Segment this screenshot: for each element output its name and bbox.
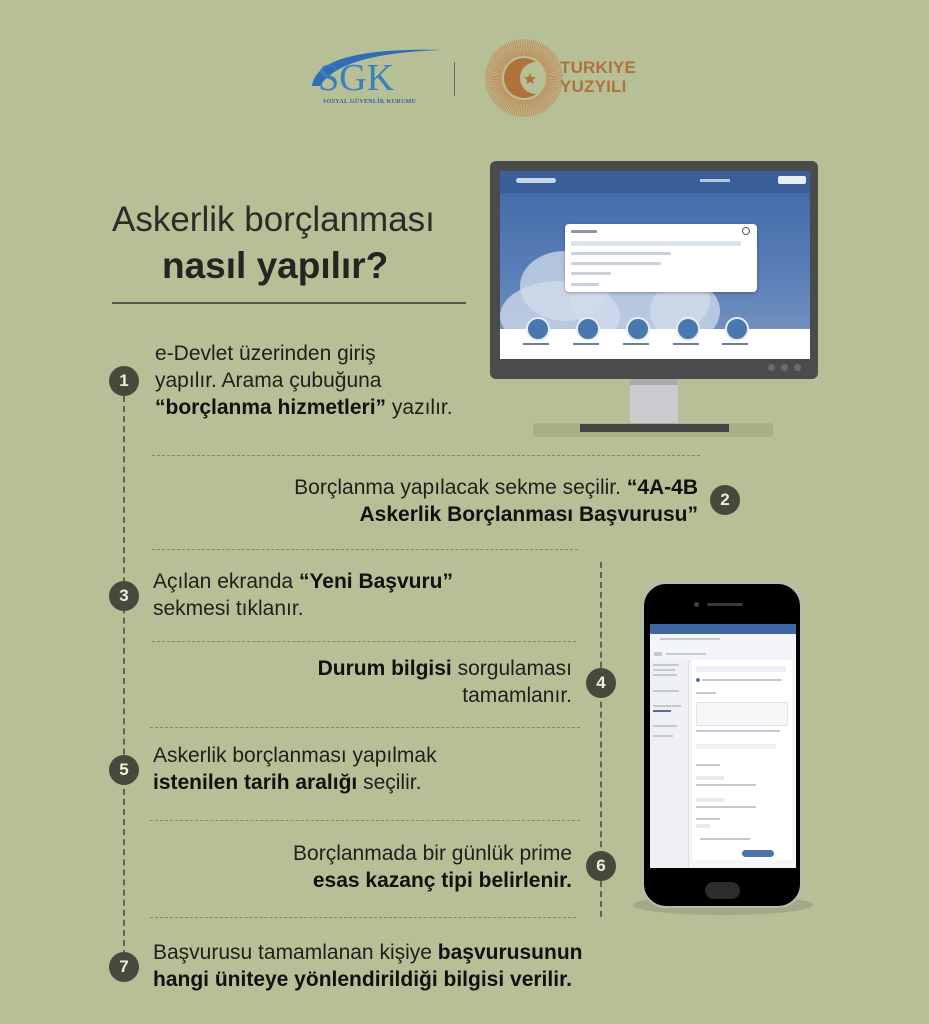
step-separator (150, 727, 580, 728)
phone-speaker-icon (707, 603, 743, 606)
step-text-segment: Askerlik Borçlanması Başvurusu” (359, 503, 698, 526)
step-text-segment: sorgulaması (451, 657, 572, 680)
logo-divider (454, 62, 455, 96)
step-text-segment: e-Devlet üzerinden giriş (155, 342, 376, 365)
turkiye-yuzyili-emblem-icon (484, 38, 564, 118)
step-text-segment: seçilir. (357, 771, 422, 794)
turkiye-yuzyili-logo (560, 58, 636, 96)
step-text-segment: esas kazanç tipi belirlenir. (312, 869, 572, 892)
step-text-segment: “borçlanma hizmetleri” (155, 396, 387, 419)
page-title-line2: nasıl yapılır? (162, 245, 389, 286)
step-text-segment: istenilen tarih aralığı (153, 771, 358, 794)
step-number-4: 4 (586, 668, 616, 698)
step-separator (152, 549, 578, 550)
edevlet-category-bar (500, 329, 810, 359)
turkiye-yuzyili-line1: TURKIYE (560, 58, 637, 77)
monitor-button-icon (794, 364, 801, 371)
step-6-text (293, 840, 572, 894)
step-text-segment: sekmesi tıklanır. (153, 597, 304, 620)
phone-submit-button (742, 850, 774, 857)
step-3-text (153, 568, 453, 622)
step-number-2: 2 (710, 485, 740, 515)
step-text-segment: Askerlik borçlanması yapılmak (153, 744, 437, 767)
step-text-segment: hangi üniteye yönlendirildiği bilgisi verilir. (153, 968, 572, 991)
monitor-screen-edevlet (500, 171, 810, 359)
monitor-stand-joint (630, 379, 678, 385)
step-7-text (153, 939, 582, 993)
step-separator (150, 820, 580, 821)
phone-screen-application-form (650, 624, 796, 868)
step-text-segment: Borçlanmada bir günlük prime (293, 842, 572, 865)
step-number-5: 5 (109, 755, 139, 785)
step-text-segment: Açılan ekranda (153, 570, 299, 593)
step-4-text (318, 655, 572, 709)
step-separator (150, 917, 576, 918)
sgk-logo: SGK (318, 57, 395, 99)
edevlet-search-box (565, 224, 757, 292)
step-number-6: 6 (586, 851, 616, 881)
step-number-1: 1 (109, 366, 139, 396)
edevlet-header-bar (500, 171, 810, 193)
phone-home-button-icon (705, 882, 740, 899)
step-1-text (155, 340, 453, 421)
step-text-segment: Borçlanma yapılacak sekme seçilir. (294, 476, 627, 499)
phone-app-header (650, 624, 796, 634)
step-text-segment: “4A-4B (626, 476, 698, 499)
step-text-segment: yazılır. (386, 396, 453, 419)
step-text-segment: yapılır. Arama çubuğuna (155, 369, 382, 392)
title-underline (112, 302, 466, 304)
step-5-text (153, 742, 437, 796)
step-text-segment: Durum bilgisi (317, 657, 452, 680)
step-text-segment: Başvurusu tamamlanan kişiye (153, 941, 438, 964)
step-text-segment: tamamlanır. (462, 684, 572, 707)
turkiye-yuzyili-line2: YUZYILI (560, 77, 627, 96)
step-number-7: 7 (109, 952, 139, 982)
step-text-segment: “Yeni Başvuru” (298, 570, 453, 593)
monitor-stand-base (580, 424, 729, 432)
step-separator (152, 455, 700, 456)
step-number-3: 3 (109, 581, 139, 611)
monitor-button-icon (781, 364, 788, 371)
timeline-left-dashed-line (123, 396, 125, 956)
phone-camera-icon (694, 602, 699, 607)
page-title-line1: Askerlik borçlanması (112, 200, 435, 239)
sgk-logo-subtitle: SOSYAL GÜVENLİK KURUMU (323, 99, 417, 105)
monitor-button-icon (768, 364, 775, 371)
monitor-stand-neck (630, 379, 678, 425)
step-text-segment: başvurusunun (437, 941, 583, 964)
step-separator (152, 641, 576, 642)
step-2-text (294, 474, 698, 528)
